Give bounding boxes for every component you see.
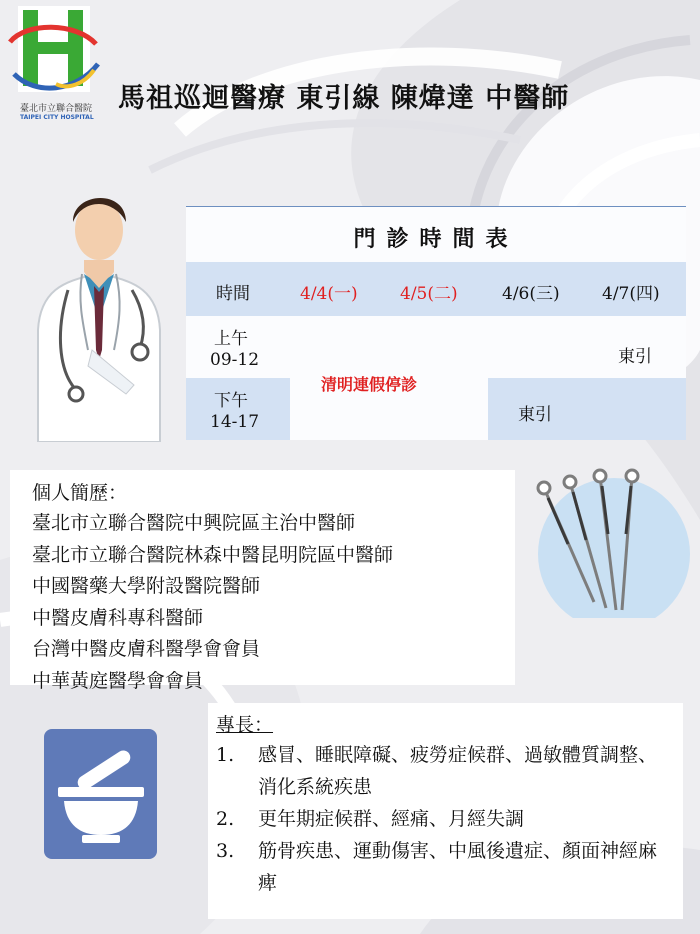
bio-item: 臺北市立聯合醫院林森中醫昆明院區中醫師	[32, 543, 394, 566]
day-header-apr6: 4/6(三)	[502, 284, 560, 304]
bio-item: 台灣中醫皮膚科醫學會會員	[32, 638, 261, 660]
bio-list	[32, 508, 393, 697]
afternoon-wed-location: 東引	[518, 405, 552, 425]
bio-heading: 個人簡歷：	[32, 482, 128, 504]
specialty-list	[216, 739, 668, 899]
day-header-apr4: 4/4(一)	[300, 284, 358, 304]
specialty-item	[216, 835, 668, 899]
time-column-header: 時間	[216, 284, 250, 304]
logo-org-cn: 臺北市立聯合醫院	[20, 104, 93, 114]
specialty-item	[216, 739, 668, 803]
specialty-text: 更年期症候群、經痛、月經失調	[258, 808, 525, 830]
bio-item: 臺北市立聯合醫院中興院區主治中醫師	[32, 512, 356, 534]
bio-item: 中醫皮膚科專科醫師	[32, 606, 204, 629]
mortar-icon-box	[44, 729, 157, 859]
schedule-morning-row	[186, 316, 686, 378]
specialty-number: 1.	[216, 744, 235, 766]
specialty-item	[216, 803, 668, 835]
schedule-title: 門診時間表	[353, 226, 519, 252]
specialty-number: 2.	[216, 808, 235, 830]
morning-thu-location: 東引	[618, 347, 652, 367]
day-header-apr7: 4/7(四)	[602, 284, 660, 304]
afternoon-label-cell	[186, 378, 290, 440]
logo-org-en: TAIPEI CITY HOSPITAL	[20, 114, 94, 121]
bio-item: 中國醫藥大學附設醫院醫師	[32, 575, 261, 597]
specialty-heading: 專長：	[216, 714, 274, 736]
afternoon-wed-cell	[488, 378, 686, 440]
hospital-logo	[6, 4, 102, 121]
afternoon-hours: 14-17	[210, 412, 260, 432]
bio-item: 中華黃庭醫學會會員	[32, 669, 204, 692]
day-header-apr5: 4/5(二)	[400, 284, 458, 304]
specialty-number: 3.	[216, 840, 235, 862]
morning-hours: 09-12	[210, 350, 260, 370]
schedule-day-header-row	[186, 262, 686, 316]
h-logo-icon	[6, 4, 102, 94]
holiday-closed-note: 清明連假停診	[321, 375, 418, 394]
doctor-illustration-icon	[28, 180, 170, 442]
acupuncture-needles-icon	[518, 468, 690, 618]
afternoon-label: 下午	[214, 391, 248, 411]
mortar-pestle-icon	[44, 729, 157, 859]
page-title: 馬祖巡迴醫療 東引線 陳煒達 中醫師	[118, 83, 570, 114]
specialty-text: 筋骨疾患、運動傷害、中風後遺症、顏面神經麻痺	[258, 840, 658, 894]
specialty-text: 感冒、睡眠障礙、疲勞症候群、過敏體質調整、消化系統疾患	[258, 744, 658, 798]
morning-label: 上午	[214, 329, 248, 349]
